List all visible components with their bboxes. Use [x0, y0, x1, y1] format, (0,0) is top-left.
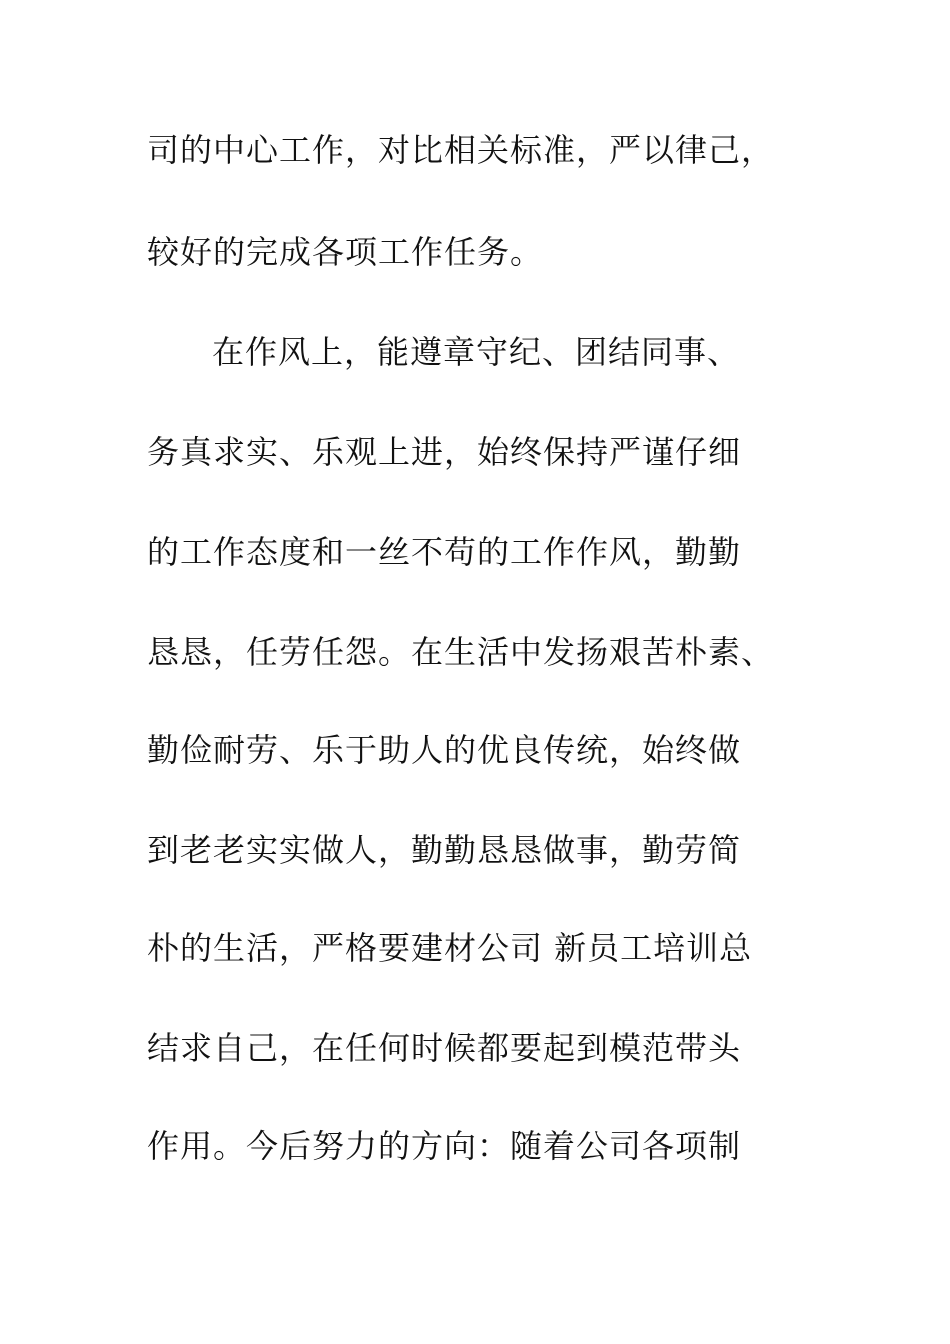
paragraph-start-line: 在作风上，能遵章守纪、团结同事、: [212, 333, 741, 371]
text-line: 务真求实、乐观上进，始终保持严谨仔细: [147, 433, 742, 471]
text-line: 结求自己，在任何时候都要起到模范带头: [147, 1029, 742, 1067]
text-line: 作用。今后努力的方向：随着公司各项制: [147, 1127, 742, 1165]
text-line: 较好的完成各项工作任务。: [147, 233, 544, 271]
text-line: 司的中心工作，对比相关标准，严以律己，: [147, 131, 775, 169]
text-line: 朴的生活，严格要建材公司 新员工培训总: [147, 929, 753, 967]
text-line: 恳恳，任劳任怨。在生活中发扬艰苦朴素、: [147, 633, 775, 671]
text-line: 到老老实实做人，勤勤恳恳做事，勤劳简: [147, 831, 742, 869]
text-line: 的工作态度和一丝不苟的工作作风，勤勤: [147, 533, 742, 571]
text-line: 勤俭耐劳、乐于助人的优良传统，始终做: [147, 731, 742, 769]
